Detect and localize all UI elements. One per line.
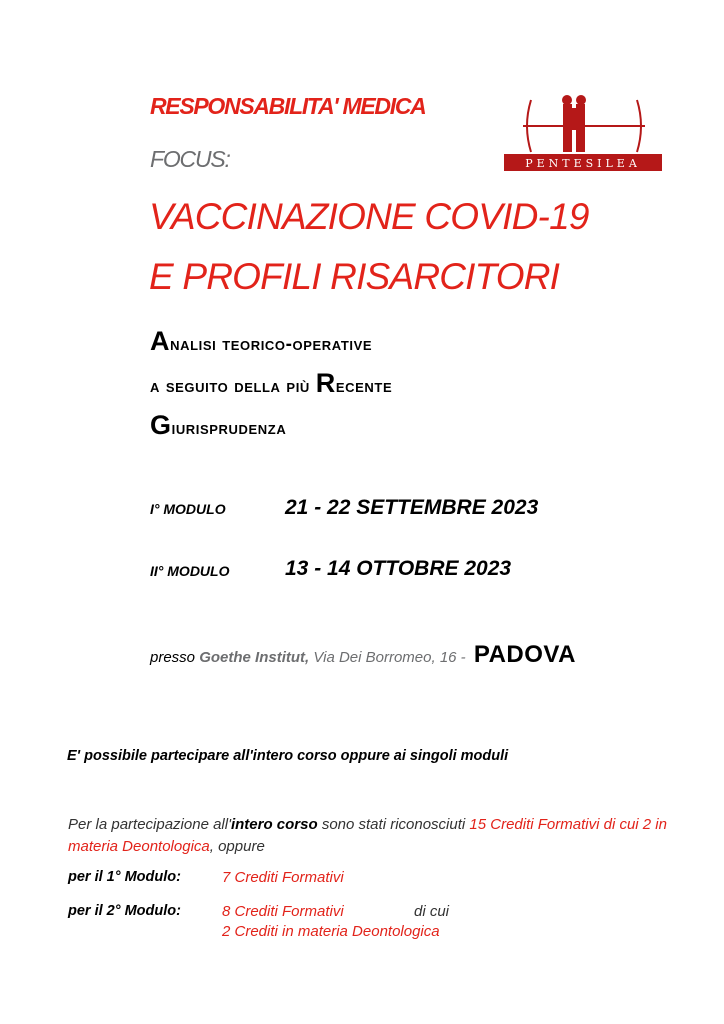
subtitle-line-2 [150,368,392,399]
subtitle-line-3 [150,410,286,441]
headline-line-1: VACCINAZIONE COVID-19 [149,196,589,237]
subtitle-cap: A [150,326,171,356]
credits-module-2-label: per il 2° Modulo: [68,903,181,919]
venue-line [150,641,576,669]
logo-wordmark: PENTESILEA [525,157,641,170]
module-1-label: I° MODULO [150,501,226,517]
subtitle-cap: R [315,368,336,398]
archer-logo-icon [501,90,667,176]
credits-module-1-value: 7 Crediti Formativi [222,869,344,886]
headline-line-2: E PROFILI RISARCITORI [149,256,560,297]
venue-presso: presso [150,649,196,666]
subtitle-text: ecente [335,376,393,397]
credits-module-2-extra: 2 Crediti in materia Deontologica [222,923,440,940]
subtitle-text: a seguito della più [150,376,316,397]
credits-text: , oppure [209,838,265,855]
subtitle-cap: G [150,410,172,440]
pentesilea-logo [501,90,667,176]
credits-text: Per la partecipazione all' [68,816,231,833]
subtitle-text: nalisi teorico-operative [170,334,373,355]
module-1-dates: 21 - 22 SETTEMBRE 2023 [285,496,539,519]
credits-paragraph [68,814,668,858]
credits-intero-corso: intero corso [230,816,318,833]
credits-total: 15 Crediti Formativi di cui 2 in materia Deontologica [68,816,667,855]
venue-institute: Goethe Institut, [199,649,310,666]
credits-module-2-dicui: di cui [414,903,450,920]
participation-note: E' possibile partecipare all'intero corso oppure ai singoli moduli [67,748,509,764]
subtitle-line-1 [150,326,372,357]
venue-city: PADOVA [473,641,576,668]
credits-text: sono stati riconosciuti [317,816,470,833]
credits-module-2-value: 8 Crediti Formativi [222,903,344,920]
kicker-title: RESPONSABILITA' MEDICA [150,93,426,119]
credits-module-1-label: per il 1° Modulo: [68,869,181,885]
module-2-dates: 13 - 14 OTTOBRE 2023 [285,557,512,580]
focus-label: FOCUS: [150,146,230,172]
venue-address: Via Dei Borromeo, 16 - [313,649,466,666]
subtitle-text: iurisprudenza [171,418,287,439]
module-2-label: II° MODULO [150,563,230,579]
